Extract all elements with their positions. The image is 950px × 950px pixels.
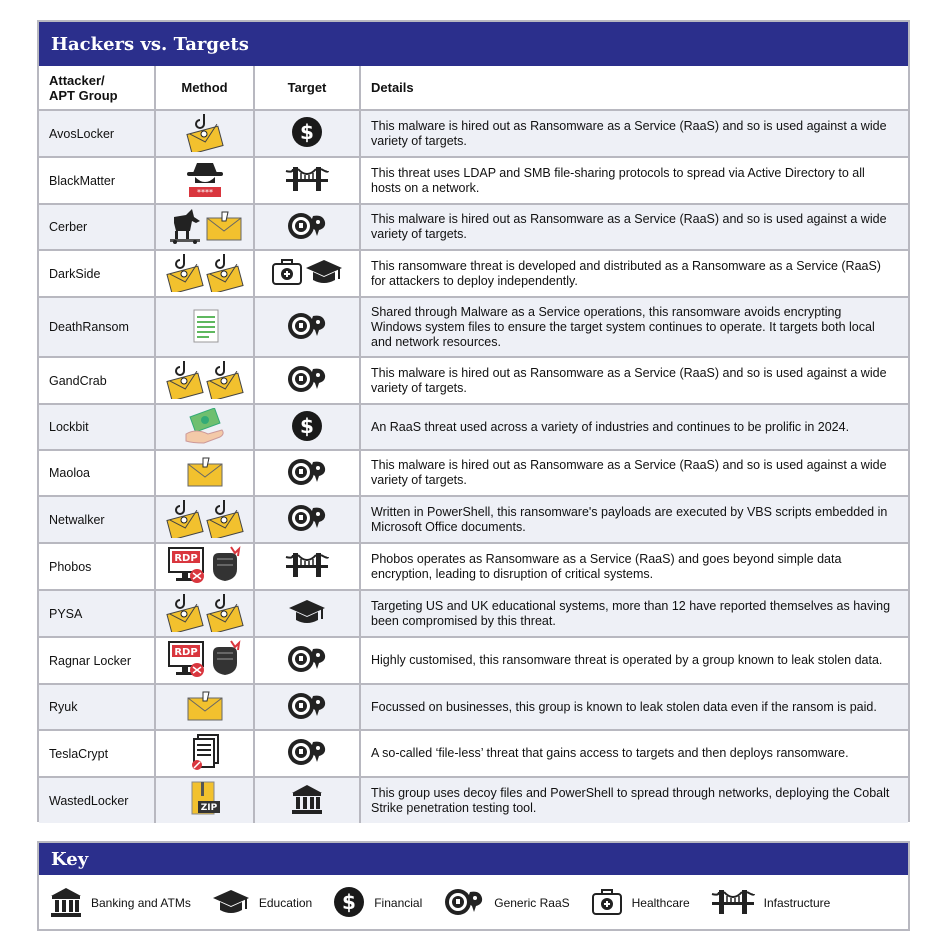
header-method: Method [155, 66, 254, 110]
banking-icon [290, 782, 324, 819]
attacker-name: TeslaCrypt [39, 730, 155, 777]
method-cell [155, 637, 254, 684]
details-text: This malware is hired out as Ransomware as a Service (RaaS) and so is used against a wide variety of targets. [360, 357, 908, 404]
header-target: Target [254, 66, 360, 110]
target-cell [254, 684, 360, 730]
key-item [49, 885, 191, 922]
key-item-label: Generic RaaS [494, 896, 570, 910]
attacker-name: GandCrab [39, 357, 155, 404]
svg-text:RDP: RDP [173, 647, 198, 658]
rdp-icon [167, 545, 207, 588]
attacker-name: Cerber [39, 204, 155, 250]
key-item-label: Infastructure [763, 896, 831, 910]
details-text: Written in PowerShell, this ransomware's payloads are executed by VBS scripts embedded in Microsoft Office documents. [360, 496, 908, 543]
fist-icon [207, 639, 243, 682]
header-details: Details [360, 66, 908, 110]
healthcare-icon [270, 256, 304, 291]
key-panel [37, 841, 910, 931]
generic-raas-icon [442, 886, 494, 921]
key-item-label: Banking and ATMs [91, 896, 191, 910]
fist-icon [207, 545, 243, 588]
svg-text:ZIP: ZIP [200, 803, 217, 813]
table-row [39, 157, 908, 204]
key-item [211, 886, 312, 921]
method-cell [155, 297, 254, 357]
attacker-name: Ryuk [39, 684, 155, 730]
target-cell [254, 357, 360, 404]
table-row [39, 404, 908, 450]
table-row [39, 496, 908, 543]
generic-raas-icon [285, 502, 329, 537]
table-row [39, 543, 908, 590]
target-cell [254, 496, 360, 543]
details-text: This malware is hired out as Ransomware as a Service (RaaS) and so is used against a wide variety of targets. [360, 110, 908, 157]
table-row [39, 450, 908, 496]
details-text: Focussed on businesses, this group is known to leak stolen data even if the ransom is paid. [360, 684, 908, 730]
attacker-name: DarkSide [39, 250, 155, 297]
email-icon [185, 455, 225, 492]
education-icon [211, 886, 259, 921]
attacker-name: AvosLocker [39, 110, 155, 157]
svg-text:$: $ [300, 413, 314, 438]
svg-text:****: **** [196, 188, 213, 197]
target-cell [254, 450, 360, 496]
attacker-name: Netwalker [39, 496, 155, 543]
rdp-icon [167, 639, 207, 682]
education-icon [287, 596, 327, 631]
header-attacker [39, 66, 155, 110]
target-cell [254, 404, 360, 450]
hacker-icon [183, 159, 227, 202]
hackers-table [39, 66, 908, 823]
generic-raas-icon [285, 736, 329, 771]
phishing-hook-icon [205, 592, 245, 635]
method-cell [155, 357, 254, 404]
generic-raas-icon [285, 643, 329, 678]
phishing-hook-icon [165, 359, 205, 402]
details-text: Highly customised, this ransomware threat is operated by a group known to leak stolen data. [360, 637, 908, 684]
table-row [39, 684, 908, 730]
table-row [39, 250, 908, 297]
phishing-hook-icon [165, 592, 205, 635]
details-text: Phobos operates as Ransomware as a Service (RaaS) and goes beyond simple data encryption, leading to disruption of critical systems. [360, 543, 908, 590]
target-cell [254, 250, 360, 297]
table-row [39, 297, 908, 357]
attacker-name: PYSA [39, 590, 155, 637]
svg-text:$: $ [342, 889, 357, 914]
infrastructure-icon [284, 163, 330, 198]
details-text: Targeting US and UK educational systems, more than 12 have reported themselves as having been compromised by this threat. [360, 590, 908, 637]
table-row [39, 590, 908, 637]
method-cell [155, 730, 254, 777]
key-title: Key [39, 843, 908, 875]
method-cell [155, 110, 254, 157]
trojan-horse-icon [166, 207, 204, 248]
method-cell [155, 404, 254, 450]
phishing-hook-icon [205, 359, 245, 402]
key-item-label: Financial [374, 896, 423, 910]
email-icon [185, 689, 225, 726]
details-text: This group uses decoy files and PowerShell to spread through networks, deploying the Cobalt Strike penetration testing tool. [360, 777, 908, 823]
attacker-name: Phobos [39, 543, 155, 590]
method-cell [155, 684, 254, 730]
generic-raas-icon [285, 310, 329, 345]
table-row [39, 730, 908, 777]
table-row [39, 110, 908, 157]
infrastructure-icon [710, 886, 764, 921]
table-row [39, 357, 908, 404]
attacker-name: Ragnar Locker [39, 637, 155, 684]
details-text: This threat uses LDAP and SMB file-sharing protocols to spread via Active Directory to all hosts on a network. [360, 157, 908, 204]
svg-text:RDP: RDP [173, 553, 198, 564]
method-cell [155, 157, 254, 204]
target-cell [254, 590, 360, 637]
target-cell [254, 110, 360, 157]
method-cell [155, 250, 254, 297]
phishing-hook-icon [185, 112, 225, 155]
phishing-hook-icon [165, 498, 205, 541]
financial-icon [332, 885, 374, 922]
attacker-name: Lockbit [39, 404, 155, 450]
phishing-hook-icon [205, 252, 245, 295]
header-attacker-line2: APT Group [49, 87, 118, 103]
document-icon [188, 307, 222, 348]
method-cell [155, 496, 254, 543]
email-icon [204, 209, 244, 246]
attacker-name: BlackMatter [39, 157, 155, 204]
key-item [442, 886, 569, 921]
financial-icon [290, 115, 324, 152]
details-text: This ransomware threat is developed and distributed as a Ransomware as a Service (RaaS) for attackers to deploy independently. [360, 250, 908, 297]
hackers-targets-panel [37, 20, 910, 822]
money-hand-icon [182, 408, 228, 447]
generic-raas-icon [285, 456, 329, 491]
target-cell [254, 204, 360, 250]
healthcare-icon [590, 886, 632, 921]
method-cell [155, 777, 254, 823]
financial-icon [290, 409, 324, 446]
method-cell [155, 450, 254, 496]
target-cell [254, 777, 360, 823]
key-item [710, 886, 831, 921]
fileless-doc-icon [188, 732, 222, 775]
key-row [39, 875, 908, 931]
generic-raas-icon [285, 363, 329, 398]
key-item [590, 886, 690, 921]
phishing-hook-icon [165, 252, 205, 295]
details-text: An RaaS threat used across a variety of industries and continues to be prolific in 2024. [360, 404, 908, 450]
table-body [39, 110, 908, 823]
phishing-hook-icon [205, 498, 245, 541]
header-attacker-line1: Attacker/ [49, 72, 105, 88]
attacker-name: DeathRansom [39, 297, 155, 357]
table-title: Hackers vs. Targets [39, 22, 908, 66]
svg-text:$: $ [300, 120, 314, 144]
key-item-label: Education [258, 896, 313, 910]
details-text: A so-called ‘file-less’ threat that gains access to targets and then deploys ransomware. [360, 730, 908, 777]
table-row [39, 637, 908, 684]
generic-raas-icon [285, 690, 329, 725]
attacker-name: WastedLocker [39, 777, 155, 823]
target-cell [254, 637, 360, 684]
method-cell [155, 543, 254, 590]
generic-raas-icon [285, 210, 329, 245]
target-cell [254, 543, 360, 590]
key-item-label: Healthcare [631, 896, 690, 910]
details-text: Shared through Malware as a Service operations, this ransomware avoids encrypting Windows system files to ensure the target system continues to operate. It targets both local and network resources. [360, 297, 908, 357]
target-cell [254, 297, 360, 357]
zip-file-icon [186, 779, 224, 822]
table-row [39, 204, 908, 250]
method-cell [155, 204, 254, 250]
table-row [39, 777, 908, 823]
target-cell [254, 157, 360, 204]
education-icon [304, 256, 344, 291]
details-text: This malware is hired out as Ransomware as a Service (RaaS) and so is used against a wide variety of targets. [360, 450, 908, 496]
infrastructure-icon [284, 549, 330, 584]
banking-icon [49, 885, 91, 922]
key-item [332, 885, 422, 922]
method-cell [155, 590, 254, 637]
attacker-name: Maoloa [39, 450, 155, 496]
details-text: This malware is hired out as Ransomware as a Service (RaaS) and so is used against a wide variety of targets. [360, 204, 908, 250]
target-cell [254, 730, 360, 777]
